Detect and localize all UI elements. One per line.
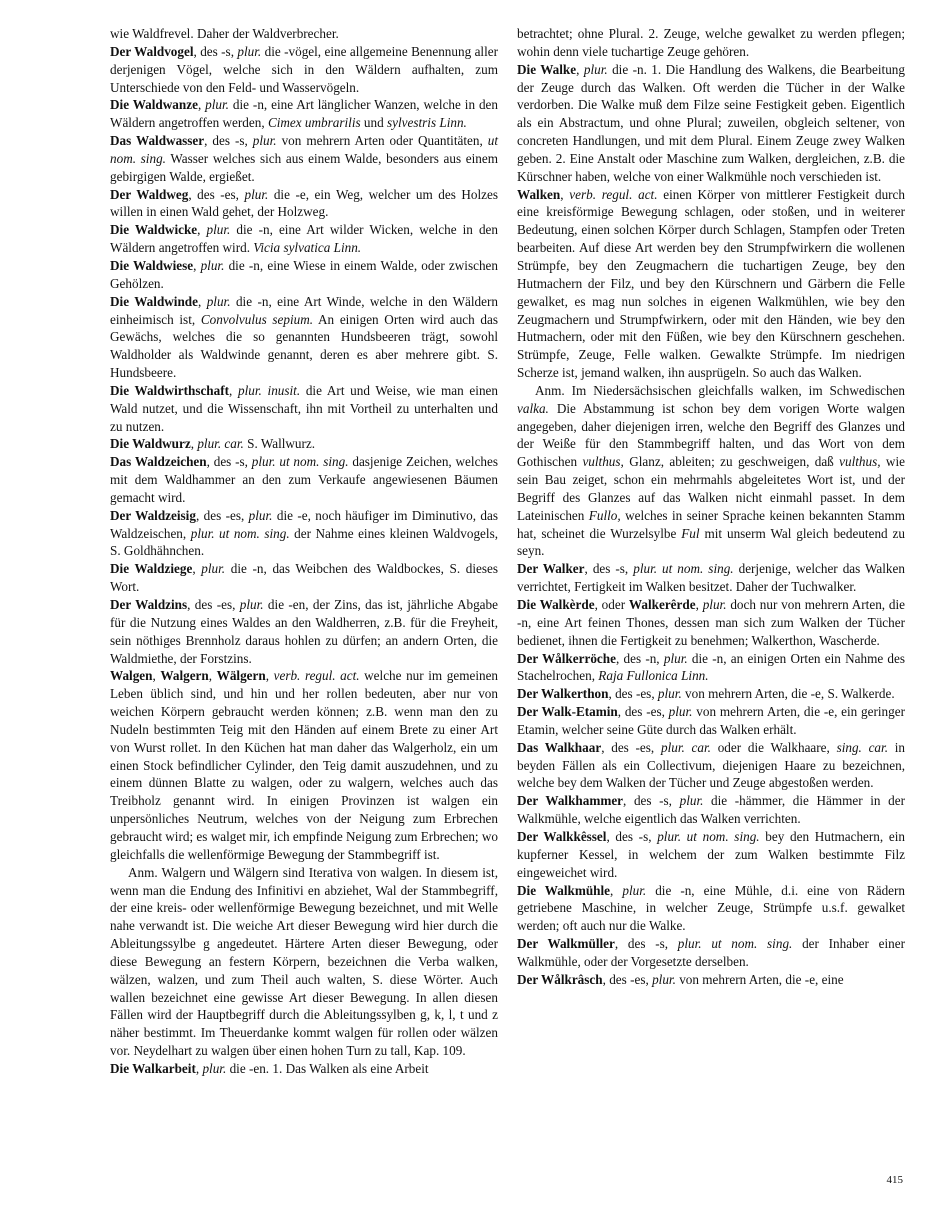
body-text: , — [610, 882, 623, 898]
headword: Der Wålkrâsch — [517, 971, 603, 987]
italic-text: plur. — [702, 597, 727, 612]
headword: Die Waldwinde — [110, 293, 198, 309]
body-text: , des -s, — [206, 454, 252, 470]
body-text: von mehrern Arten, die -e, S. Walkerde. — [681, 686, 895, 702]
italic-text: plur. — [583, 61, 608, 77]
body-text: , des -es, — [608, 686, 658, 702]
body-text: in beyden Fällen als ein Collectivum, diejenigen Haare zu bezeichnen, welche bey dem Walken der Tücher und Zeuge abgestoßen werden. — [517, 739, 905, 791]
italic-text: sylvestris Linn. — [387, 115, 467, 131]
italic-text: plur. — [668, 704, 693, 720]
dictionary-entry — [517, 971, 905, 989]
italic-text: plur. — [652, 971, 676, 987]
left-column — [110, 25, 498, 1078]
dictionary-entry — [110, 221, 498, 257]
italic-text: Fullo, — [588, 507, 621, 523]
headword: Walgen — [110, 668, 153, 684]
body-text: welches in seiner Sprache keinen bekannten Stamm hat, scheinet die Wurzelsylbe — [517, 507, 905, 541]
body-text: , — [197, 293, 207, 309]
italic-text: plur. ut nom. sing. — [677, 936, 793, 952]
body-text: die -hämmer, die Hämmer in der Walkmühle, welche eigentlich das Walken verrichten. — [517, 793, 905, 827]
body-text: , — [190, 436, 198, 452]
headword: Das Waldwasser — [110, 133, 205, 149]
body-text: die -n, das Weibchen des Waldbockes, S. dieses Wort. — [110, 561, 499, 595]
headword: Die Waldwirthschaft — [110, 382, 230, 398]
headword: Walgern — [160, 668, 209, 684]
italic-text: plur. — [205, 97, 229, 113]
body-text: der Inhaber einer Walkmühle, oder der Vorgesetzte derselben. — [517, 936, 905, 969]
body-text: , — [193, 257, 201, 273]
body-text: , — [192, 561, 202, 577]
italic-text: Vicia sylvatica Linn. — [253, 240, 362, 256]
body-text: wie Waldfrevel. Daher der Waldverbrecher. — [110, 26, 339, 41]
body-text: , des -es, — [195, 507, 249, 523]
headword: Der Waldzins — [110, 597, 188, 612]
dictionary-entry — [110, 596, 498, 667]
dictionary-entry — [517, 596, 905, 650]
body-text: , des -es, — [601, 739, 661, 755]
body-text: der Nahme eines kleinen Waldvogels, S. Goldhähnchen. — [110, 525, 498, 559]
body-text: die -n, eine Art wilder Wicken, welche in den Wäldern angetroffen wird. — [110, 222, 499, 256]
body-text: die -en. 1. Das Walken als eine Arbeit — [226, 1060, 429, 1076]
dictionary-entry — [110, 435, 498, 453]
body-text: , — [560, 186, 570, 202]
dictionary-entry — [517, 703, 905, 739]
dictionary-entry — [110, 667, 498, 863]
body-text: Anm. Im Niedersächsischen gleichfalls walken, im Schwedischen — [535, 382, 905, 398]
dictionary-entry — [517, 739, 905, 793]
body-text: , — [197, 222, 207, 238]
italic-text: plur. — [237, 43, 262, 59]
body-text: , des -es, — [617, 704, 669, 720]
dictionary-entry — [517, 25, 905, 61]
headword: Walkerêrde — [628, 597, 696, 612]
page-number: 415 — [886, 1174, 903, 1186]
italic-text: plur. — [200, 257, 225, 273]
body-text: , — [576, 61, 584, 77]
headword: Die Walkmühle — [517, 882, 611, 898]
headword: Der Walk-Etamin — [517, 704, 618, 720]
right-column — [517, 25, 905, 989]
italic-text: plur. inusit. — [238, 382, 301, 398]
headword: Der Walkmüller — [517, 936, 615, 952]
headword: Die Walkèrde — [517, 597, 595, 612]
body-text: , des -es, — [188, 186, 245, 202]
headword: Walken — [517, 186, 561, 202]
italic-text: plur. ut nom. sing. — [657, 828, 760, 844]
headword: Die Waldwiese — [110, 257, 194, 273]
body-text: S. Wallwurz. — [243, 436, 316, 452]
dictionary-entry — [517, 186, 905, 382]
headword: Die Walkarbeit — [110, 1060, 196, 1076]
body-text: , — [195, 1060, 203, 1076]
italic-text: ut nom. sing. — [110, 133, 499, 166]
body-text: , des -s, — [623, 793, 680, 809]
italic-text: plur. — [239, 597, 264, 612]
headword: Der Waldvogel — [110, 43, 194, 59]
headword: Der Walkkêssel — [517, 828, 607, 844]
italic-text: Raja Fullonica Linn. — [598, 668, 709, 684]
italic-text: plur. — [202, 1060, 227, 1076]
body-text: , des -es, — [602, 971, 653, 987]
headword: Der Waldweg — [110, 186, 189, 202]
body-text: die -e, noch häufiger im Diminutivo, das Waldzeischen, — [110, 507, 498, 541]
italic-text: plur. — [244, 186, 269, 202]
body-text: die -n, eine Wiese in einem Walde, oder zwischen Gehölzen. — [110, 257, 498, 291]
body-text: Die Abstammung ist schon bey dem vorigen Worte walgen angegeben, daher diejenigen irren, welche den Begriff des Glanzes und der Weiße für den Stammbegriff halten, und das Wort von dem Gothischen — [517, 400, 905, 470]
body-text: Anm. Walgern und Wälgern sind Iterativa von walgen. In diesem ist, wenn man die Endung des Infinitivi en abziehet, Wal der Stammbegriff, der eine kreis- oder wellenförmige Bewegung bezeichnet, und mit Welle nahe verwandt ist. Die weiche Art dieser Bewegung wird hier durch die Ableitungssylbe g angedeutet. Härtere Arten dieser Bewegung, oder diese Bewegung an festern Körpern, bezeichnen die Verba walken, wälzen, walzen, und zum Theil auch walten, S. diese Wörter. Auch wallen bezeichnet eine gewisse Art dieser Bewegung. In allen diesen Fällen wird der Hauptbegriff durch die Ableitungssylben g, k, l, t und z näher bestimmt. Im Theuerdanke kommt walgen für rollen oder wälzen vor. Neydelhart zu walgen über einen hohen Turn zu tall, Kap. 109. — [110, 864, 498, 1059]
italic-text: plur. ut nom. sing. — [633, 561, 734, 577]
body-text: , — [197, 97, 206, 113]
italic-text: Convolvulus sepium. — [200, 311, 314, 327]
italic-text: plur. — [201, 561, 226, 577]
headword: Die Waldwurz — [110, 436, 191, 452]
italic-text: vulthus, — [839, 454, 881, 470]
italic-text: plur. car. — [660, 739, 711, 755]
dictionary-entry — [110, 453, 498, 507]
body-text: die -n, eine Mühle, d.i. eine von Rädern getriebene Maschine, in welcher Zeuge, Strümpfe u.s.f. gewalket werden; oft auch nur die Walke. — [517, 882, 906, 934]
body-text: einen Körper von mittlerer Festigkeit durch eine kreisförmige Bewegung schlagen, oder stoßen, und in weiterer Bedeutung, einen solchen Körper durch Schlagen, Stampfen oder Treten bearbeiten. Auf diese Art werden bey den Strumpfwirkern die wollenen Strümpfe, bey den Zeugmachern die tuchartigen Zeuge, bey den Hutmachern der Filz, und bey den Kürschnern und Gärbern die Felle gewalket, es mag nun solches in eigenen Walkmühlen, wie bey den Zeugmachern und Strumpfwirkern, oder mit den Händen, wie bey den Hutmachern, oder mit den Füßen, wie bey den Kürschnern geschehen. Strümpfe, Zeuge, Felle walken. Gewalkte Strümpfe. Im niedrigen Scherze ist, jemand walken, ihn ausprügeln. So auch das Walken. — [517, 186, 906, 381]
italic-text: sing. car. — [836, 739, 888, 755]
headword: Das Walkhaar — [517, 739, 602, 755]
body-text: die Art und Weise, wie man einen Wald nutzet, und die Wissenschaft, ihn mit Vortheil zu unterhalten und zu nutzen. — [110, 382, 498, 434]
body-text: , des -n, — [615, 650, 664, 666]
body-text: dasjenige Zeichen, welches mit dem Waldhammer an den zum Verkaufe angewiesenen Bäumen gemacht wird. — [110, 454, 499, 505]
headword: Die Walke — [517, 61, 577, 77]
body-text: die -vögel, eine allgemeine Benennung aller derjenigen Vögel, welche sich in den Wäldern aufhalten, zum Unterschiede von den Feld- und Wasservögeln. — [110, 43, 498, 95]
body-text: von mehrern Arten oder Quantitäten, — [276, 133, 488, 149]
body-text: , des -es, — [187, 597, 240, 612]
italic-text: plur. — [657, 686, 682, 702]
italic-text: plur. — [248, 507, 273, 523]
body-text: die -e, ein Weg, welcher um des Holzes willen in einen Wald gehet, der Holzweg. — [110, 186, 498, 220]
dictionary-entry — [110, 507, 498, 561]
dictionary-entry — [517, 61, 905, 186]
body-text: und — [360, 115, 387, 131]
dictionary-entry — [517, 828, 905, 882]
body-text: doch nur von mehrern Arten, die -n, eine Art feinen Thones, dessen man sich zum Walken der Tücher bedienet, ihnen die Fertigkeit zu benehmen; Walkerthon, Wascherde. — [517, 597, 906, 648]
body-text: , des -s, — [614, 936, 678, 952]
body-text: Wasser welches sich aus einem Walde, besonders aus einem gebirgigen Walde, ergießet. — [110, 150, 498, 184]
dictionary-entry — [110, 25, 498, 43]
body-text: die -n. 1. Die Handlung des Walkens, die Bearbeitung der Zeuge durch das Walken. Oft werden die Tücher in der Walke verdorben. Die Walke muß dem Filze seine Festigkeit geben. Eigentlich als ein Abstractum, und ohne Plural; zuweilen, obgleich seltener, von concreten Handlungen, und mit dem Plural. Einem Zeuge zwey Walken geben. 2. Eine Anstalt oder Maschine zum Walken, dergleichen, z.B. die Kürschner haben, welche von einer Walkmühle noch verschieden ist. — [517, 61, 905, 184]
body-text: die -n, an einigen Orten ein Nahme des Stachelrochen, — [517, 650, 905, 684]
dictionary-entry — [110, 132, 498, 186]
italic-text: plur. car. — [197, 436, 244, 452]
body-text: , — [152, 668, 161, 684]
headword: Die Waldziege — [110, 561, 193, 577]
headword: Der Walkhammer — [517, 793, 624, 809]
body-text: , des -s, — [584, 561, 634, 577]
dictionary-entry — [517, 882, 905, 936]
headword: Der Walkerthon — [517, 686, 609, 702]
body-text: welche nur im gemeinen Leben üblich sind, und hin und her rollen bedeuten, aber nur von weichen Körpern gebraucht werden können; z.B. wenn man den zu Nudeln bestimmten Teig mit den Händen auf einem Brete zu einer Art von Wurst rollet. In den Küchen hat man daher das Walgerholz, ein um einen Stock befindlicher Cylinder, den Teig damit auszudehnen, und zu einem dünnen Blatte zu walgen, oder zu walgern, welches auch das Treibholz genannt wird. In einigen Provinzen ist walgen ein unpersönliches Neutrum, welches von der Neigung zum Erbrechen gebraucht wird; es walget mir, ich empfinde Neigung zum Erbrechen; wo gleichfalls die wellenförmige Bewegung der Stammbegriff ist. — [110, 668, 499, 862]
italic-text: plur. — [206, 222, 231, 238]
dictionary-entry — [517, 935, 905, 971]
body-text: Glanz, ableiten; zu geschweigen, daß — [623, 454, 840, 470]
body-text: , — [265, 668, 274, 684]
body-text: An einigen Orten wird auch das Gewächs, welches die so genannten Hundsbeeren trägt, sowohl Waldholder als Waldwinde genannt, deren es aber mehrere gibt. S. Hundsbeere. — [110, 311, 498, 381]
italic-text: plur. — [663, 650, 688, 666]
body-text: die -en, der Zins, das ist, jährliche Abgabe für die Nutzung eines Waldes an den Waldherren, z.B. für die Freyheit, sein nöthiges Brennholz daraus hohlen zu dürfen; an andern Orten, die Waldmiethe, der Forstzins. — [110, 597, 498, 666]
body-text: betrachtet; ohne Plural. 2. Zeuge, welche gewalket zu werden pflegen; wohin denn viele tuchartige Zeuge gehören. — [517, 26, 905, 59]
headword: Wälgern — [216, 668, 266, 684]
body-text: , — [695, 597, 703, 612]
italic-text: plur. ut nom. sing. — [251, 454, 349, 470]
headword: Die Waldwanze — [110, 97, 198, 113]
dictionary-entry — [517, 650, 905, 686]
body-text: wie sein Bau zeiget, schon ein mehrmahls abgeleitetes Wort ist, und der Begriff des Glanzes auf das Walken nicht einmahl passet. In dem Lateinischen — [517, 454, 905, 523]
body-text: , des -s, — [204, 133, 253, 149]
body-text: mit unserm Wal gleich bedeutend zu seyn. — [517, 525, 905, 559]
note-paragraph — [110, 864, 498, 1060]
body-text: , — [208, 668, 217, 684]
italic-text: plur. — [252, 133, 277, 149]
dictionary-entry — [110, 560, 498, 596]
headword: Die Waldwicke — [110, 222, 198, 238]
italic-text: Ful — [681, 525, 700, 541]
dictionary-entry — [110, 96, 498, 132]
body-text: bey den Hutmachern, ein kupferner Kessel, in welchem der zum Walken bestimmte Filz eingeweichet wird. — [517, 828, 905, 880]
headword: Der Wålkerröche — [517, 650, 616, 666]
italic-text: plur. — [622, 882, 647, 898]
headword: Der Waldzeisig — [110, 507, 196, 523]
dictionary-entry — [110, 1060, 498, 1078]
headword: Der Walker — [517, 561, 585, 577]
headword: Das Waldzeichen — [110, 454, 207, 470]
dictionary-entry — [110, 293, 498, 382]
body-text: , des -s, — [606, 828, 658, 844]
body-text: die -n, eine Art länglicher Wanzen, welche in den Wäldern angetroffen werden, — [110, 97, 498, 131]
body-text: , — [229, 382, 239, 398]
dictionary-entry — [110, 186, 498, 222]
italic-text: vulthus, — [582, 454, 624, 470]
dictionary-entry — [517, 685, 905, 703]
dictionary-entry — [110, 257, 498, 293]
italic-text: Cimex umbrarilis — [267, 115, 361, 131]
dictionary-entry — [110, 43, 498, 97]
body-text: die -n, eine Art Winde, welche in den Wäldern einheimisch ist, — [110, 293, 498, 327]
body-text: oder die Walkhaare, — [710, 739, 837, 755]
dictionary-entry — [110, 382, 498, 436]
body-text: von mehrern Arten, die -e, eine — [675, 971, 844, 987]
dictionary-entry — [517, 560, 905, 596]
body-text: , des -s, — [193, 43, 238, 59]
italic-text: plur. — [206, 293, 231, 309]
italic-text: verb. regul. act. — [273, 668, 360, 684]
body-text: , oder — [594, 597, 629, 612]
dictionary-entry — [517, 792, 905, 828]
italic-text: plur. — [679, 793, 704, 809]
italic-text: valka. — [517, 400, 549, 416]
body-text: von mehrern Arten, die -e, ein geringer Etamin, welcher seine Güte durch das Walken erhält. — [517, 704, 905, 737]
italic-text: plur. ut nom. sing. — [190, 525, 290, 541]
note-paragraph — [517, 382, 905, 560]
body-text: derjenige, welcher das Walken verrichtet, Fertigkeit im Walken besitzet. Daher der Tuchwalker. — [517, 561, 905, 595]
italic-text: verb. regul. act. — [569, 186, 658, 202]
